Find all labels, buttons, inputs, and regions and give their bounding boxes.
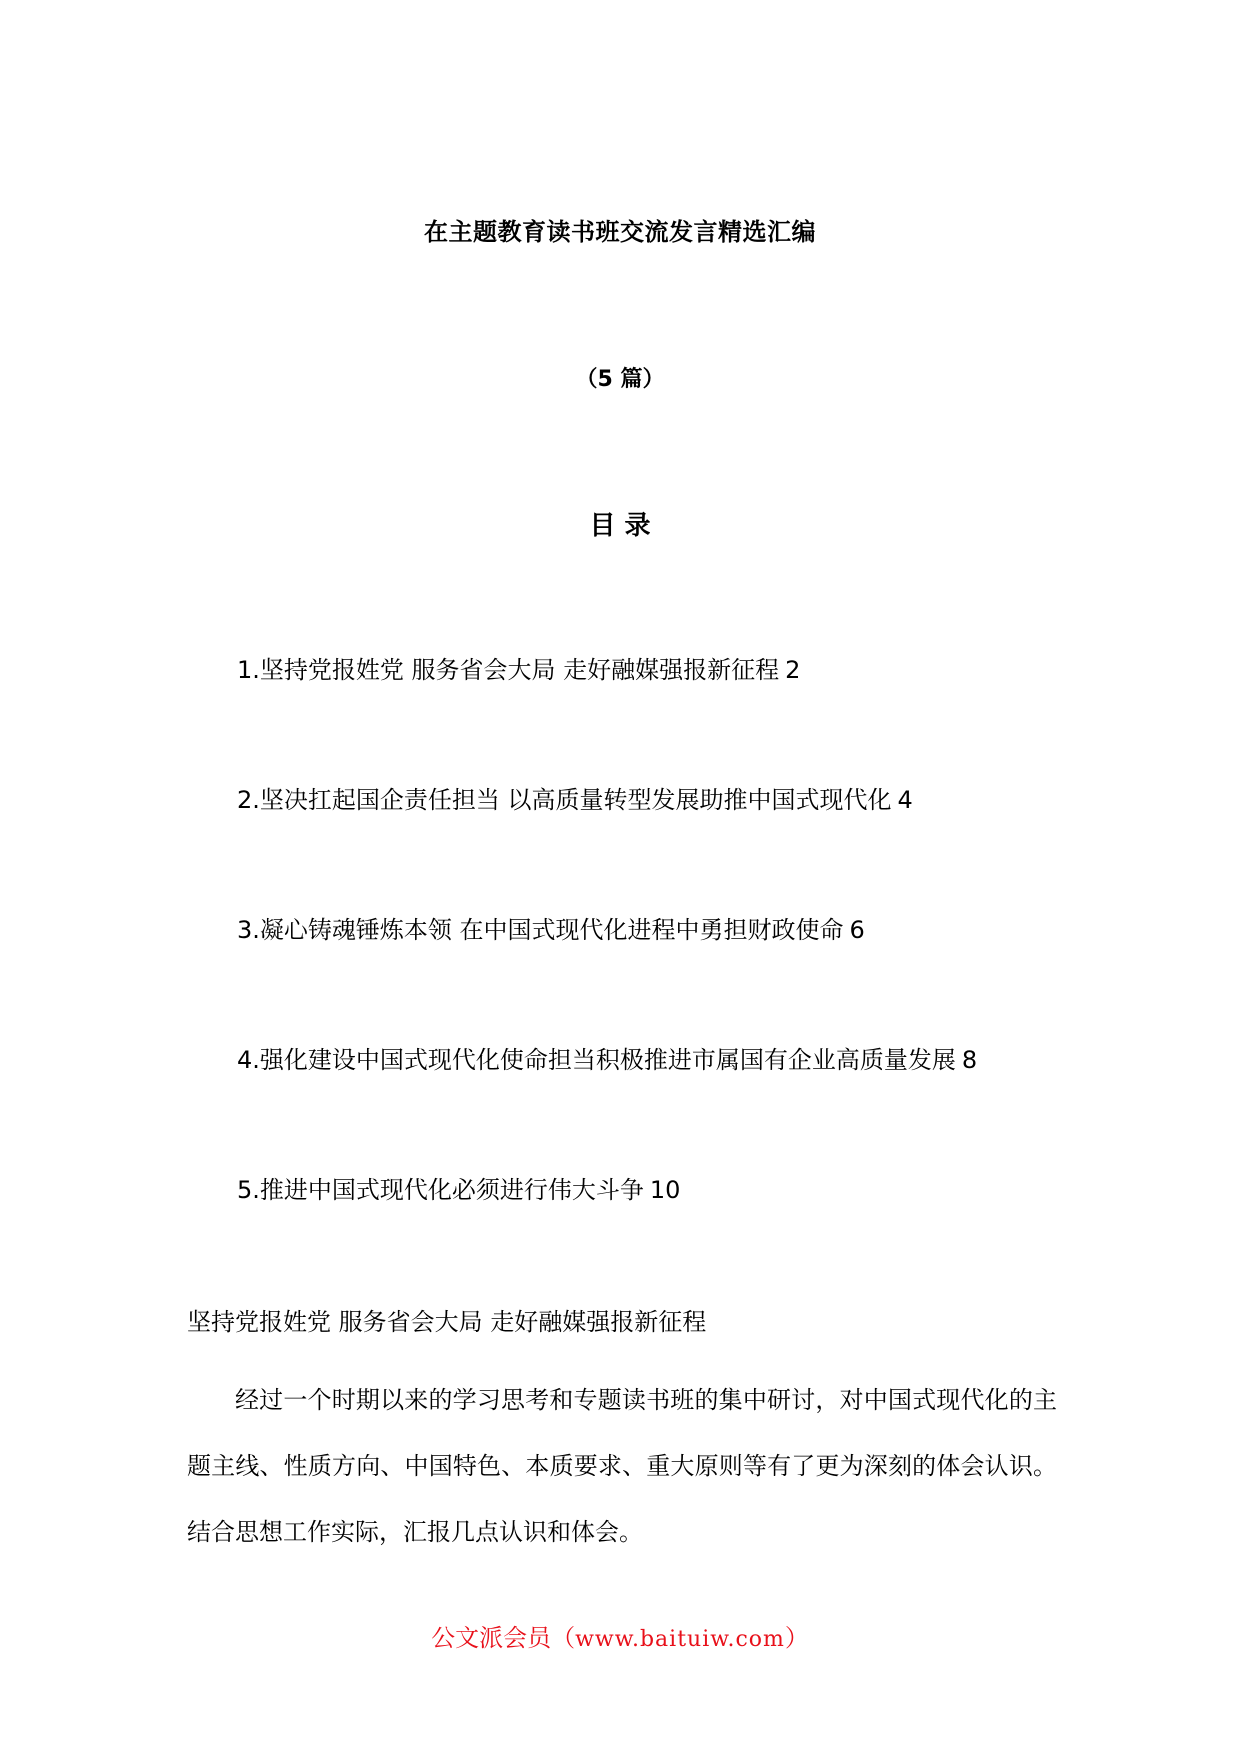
section-title: 坚持党报姓党 服务省会大局 走好融媒强报新征程 bbox=[187, 1308, 707, 1336]
footer-watermark[interactable] bbox=[0, 1618, 1240, 1653]
toc-item[interactable] bbox=[237, 780, 1137, 910]
toc-item-page: 10 bbox=[649, 1176, 681, 1204]
toc-item-text: 1.坚持党报姓党 服务省会大局 走好融媒强报新征程 bbox=[237, 656, 780, 684]
footer-url[interactable]: www.baituiw.com bbox=[575, 1627, 785, 1652]
toc-item-page: 4 bbox=[897, 786, 913, 814]
document-subtitle: （5 篇） bbox=[575, 367, 665, 392]
toc-item[interactable] bbox=[237, 1170, 1137, 1300]
table-of-contents bbox=[237, 650, 1137, 1300]
footer-label: 公文派会员（ bbox=[431, 1624, 576, 1652]
toc-item-text: 5.推进中国式现代化必须进行伟大斗争 bbox=[237, 1176, 644, 1204]
toc-item[interactable] bbox=[237, 910, 1137, 1040]
toc-item-page: 2 bbox=[785, 656, 801, 684]
footer-close: ） bbox=[784, 1624, 809, 1652]
toc-item-page: 6 bbox=[849, 916, 865, 944]
document-title: 在主题教育读书班交流发言精选汇编 bbox=[424, 218, 816, 246]
body-paragraph: 经过一个时期以来的学习思考和专题读书班的集中研讨，对中国式现代化的主题主线、性质方向、中国特色、本质要求、重大原则等有了更为深刻的体会认识。结合思想工作实际，汇报几点认识和体会。 bbox=[187, 1386, 1057, 1546]
toc-item-text: 3.凝心铸魂锤炼本领 在中国式现代化进程中勇担财政使命 bbox=[237, 916, 844, 944]
toc-item[interactable] bbox=[237, 1040, 1137, 1170]
toc-item-text: 2.坚决扛起国企责任担当 以高质量转型发展助推中国式现代化 bbox=[237, 786, 892, 814]
toc-item[interactable] bbox=[237, 650, 1137, 780]
toc-item-page: 8 bbox=[961, 1046, 978, 1074]
toc-heading: 目 录 bbox=[589, 511, 651, 541]
toc-item-text: 4.强化建设中国式现代化使命担当积极推进市属国有企业高质量发展 bbox=[237, 1046, 956, 1074]
